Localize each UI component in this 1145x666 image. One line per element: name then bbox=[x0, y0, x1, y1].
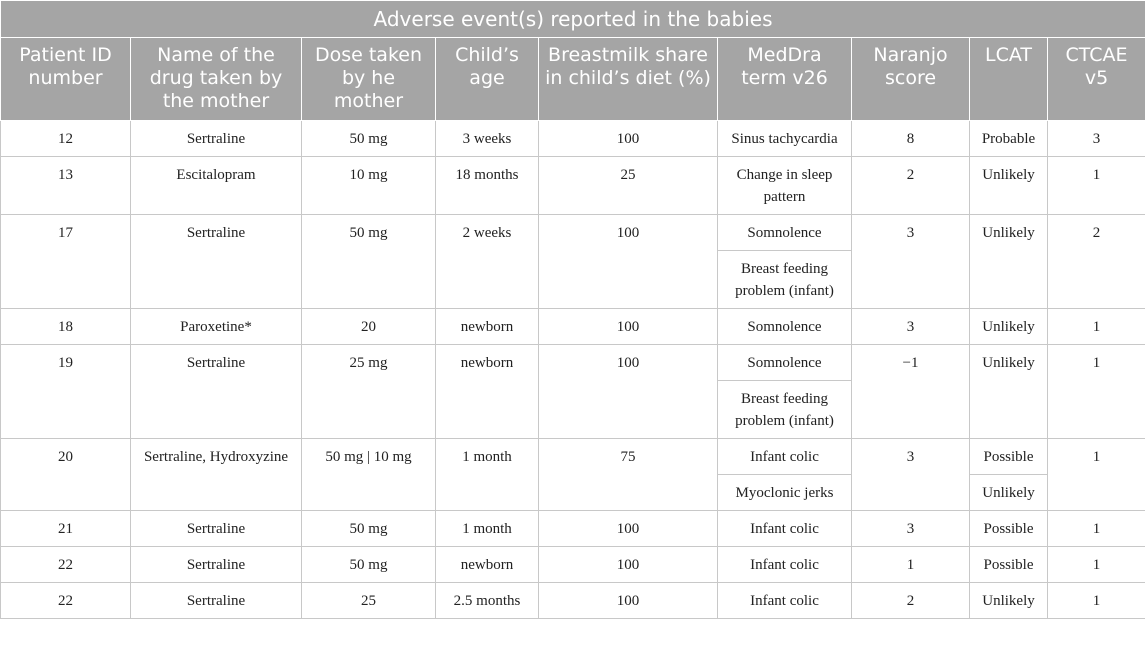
cell-breastmilk-share: 100 bbox=[539, 583, 718, 619]
table-row bbox=[1, 345, 1145, 381]
cell-ctcae: 1 bbox=[1048, 511, 1145, 547]
cell-ctcae: 1 bbox=[1048, 439, 1145, 511]
cell-drug: Sertraline bbox=[131, 511, 302, 547]
cell-ctcae: 3 bbox=[1048, 121, 1145, 157]
cell-lcat: Possible bbox=[970, 439, 1048, 475]
cell-meddra-term: Infant colic bbox=[718, 439, 852, 475]
table-row bbox=[1, 583, 1145, 619]
cell-age: 3 weeks bbox=[436, 121, 539, 157]
cell-naranjo: 8 bbox=[852, 121, 970, 157]
table-row bbox=[1, 157, 1145, 215]
cell-lcat: Unlikely bbox=[970, 583, 1048, 619]
cell-lcat: Unlikely bbox=[970, 309, 1048, 345]
cell-naranjo: 2 bbox=[852, 583, 970, 619]
table-row bbox=[1, 215, 1145, 251]
table-row bbox=[1, 121, 1145, 157]
column-header-dose: Dose taken by he mother bbox=[302, 38, 436, 121]
cell-lcat: Probable bbox=[970, 121, 1048, 157]
cell-dose: 50 mg bbox=[302, 511, 436, 547]
cell-naranjo: −1 bbox=[852, 345, 970, 439]
column-header-row bbox=[1, 38, 1145, 121]
cell-meddra-term: Infant colic bbox=[718, 547, 852, 583]
cell-age: 18 months bbox=[436, 157, 539, 215]
cell-drug: Sertraline bbox=[131, 547, 302, 583]
cell-patient-id: 19 bbox=[1, 345, 131, 439]
cell-lcat: Unlikely bbox=[970, 345, 1048, 439]
column-header-lcat: LCAT bbox=[970, 38, 1048, 121]
cell-dose: 50 mg bbox=[302, 121, 436, 157]
column-header-meddra-term: MedDra term v26 bbox=[718, 38, 852, 121]
cell-ctcae: 1 bbox=[1048, 583, 1145, 619]
cell-breastmilk-share: 75 bbox=[539, 439, 718, 511]
table-body bbox=[1, 121, 1145, 619]
cell-lcat: Unlikely bbox=[970, 215, 1048, 309]
column-header-age: Child’s age bbox=[436, 38, 539, 121]
cell-drug: Escitalopram bbox=[131, 157, 302, 215]
cell-dose: 25 bbox=[302, 583, 436, 619]
cell-ctcae: 1 bbox=[1048, 345, 1145, 439]
cell-dose: 50 mg bbox=[302, 547, 436, 583]
cell-lcat: Unlikely bbox=[970, 475, 1048, 511]
cell-ctcae: 1 bbox=[1048, 547, 1145, 583]
column-header-naranjo: Naranjo score bbox=[852, 38, 970, 121]
cell-age: 2 weeks bbox=[436, 215, 539, 309]
cell-dose: 50 mg bbox=[302, 215, 436, 309]
table-row bbox=[1, 309, 1145, 345]
cell-breastmilk-share: 100 bbox=[539, 121, 718, 157]
cell-meddra-term: Breast feeding problem (infant) bbox=[718, 381, 852, 439]
cell-dose: 50 mg | 10 mg bbox=[302, 439, 436, 511]
cell-naranjo: 3 bbox=[852, 439, 970, 511]
cell-patient-id: 21 bbox=[1, 511, 131, 547]
cell-patient-id: 17 bbox=[1, 215, 131, 309]
column-header-ctcae: CTCAE v5 bbox=[1048, 38, 1145, 121]
cell-breastmilk-share: 25 bbox=[539, 157, 718, 215]
cell-lcat: Unlikely bbox=[970, 157, 1048, 215]
cell-drug: Sertraline bbox=[131, 583, 302, 619]
cell-lcat: Possible bbox=[970, 547, 1048, 583]
cell-naranjo: 3 bbox=[852, 215, 970, 309]
cell-patient-id: 20 bbox=[1, 439, 131, 511]
column-header-breastmilk-share: Breastmilk share in child’s diet (%) bbox=[539, 38, 718, 121]
cell-patient-id: 12 bbox=[1, 121, 131, 157]
cell-drug: Sertraline bbox=[131, 215, 302, 309]
table-caption: Adverse event(s) reported in the babies bbox=[1, 1, 1145, 38]
table-row bbox=[1, 439, 1145, 475]
cell-meddra-term: Infant colic bbox=[718, 583, 852, 619]
cell-ctcae: 1 bbox=[1048, 157, 1145, 215]
cell-age: newborn bbox=[436, 309, 539, 345]
cell-breastmilk-share: 100 bbox=[539, 345, 718, 439]
cell-meddra-term: Myoclonic jerks bbox=[718, 475, 852, 511]
cell-patient-id: 22 bbox=[1, 583, 131, 619]
cell-dose: 10 mg bbox=[302, 157, 436, 215]
cell-patient-id: 22 bbox=[1, 547, 131, 583]
cell-meddra-term: Somnolence bbox=[718, 345, 852, 381]
cell-drug: Sertraline bbox=[131, 345, 302, 439]
cell-breastmilk-share: 100 bbox=[539, 511, 718, 547]
cell-breastmilk-share: 100 bbox=[539, 215, 718, 309]
column-header-patient-id: Patient ID number bbox=[1, 38, 131, 121]
cell-drug: Sertraline bbox=[131, 121, 302, 157]
cell-naranjo: 3 bbox=[852, 511, 970, 547]
cell-age: 1 month bbox=[436, 511, 539, 547]
cell-age: 1 month bbox=[436, 439, 539, 511]
cell-drug: Paroxetine* bbox=[131, 309, 302, 345]
cell-meddra-term: Somnolence bbox=[718, 309, 852, 345]
cell-dose: 25 mg bbox=[302, 345, 436, 439]
cell-patient-id: 18 bbox=[1, 309, 131, 345]
cell-naranjo: 1 bbox=[852, 547, 970, 583]
table-row bbox=[1, 511, 1145, 547]
cell-breastmilk-share: 100 bbox=[539, 547, 718, 583]
cell-meddra-term: Change in sleep pattern bbox=[718, 157, 852, 215]
cell-age: 2.5 months bbox=[436, 583, 539, 619]
cell-meddra-term: Infant colic bbox=[718, 511, 852, 547]
cell-meddra-term: Breast feeding problem (infant) bbox=[718, 251, 852, 309]
cell-age: newborn bbox=[436, 547, 539, 583]
cell-ctcae: 1 bbox=[1048, 309, 1145, 345]
cell-dose: 20 bbox=[302, 309, 436, 345]
cell-age: newborn bbox=[436, 345, 539, 439]
cell-drug: Sertraline, Hydroxyzine bbox=[131, 439, 302, 511]
cell-breastmilk-share: 100 bbox=[539, 309, 718, 345]
cell-meddra-term: Somnolence bbox=[718, 215, 852, 251]
cell-lcat: Possible bbox=[970, 511, 1048, 547]
cell-naranjo: 2 bbox=[852, 157, 970, 215]
table-row bbox=[1, 547, 1145, 583]
cell-naranjo: 3 bbox=[852, 309, 970, 345]
cell-meddra-term: Sinus tachycardia bbox=[718, 121, 852, 157]
cell-patient-id: 13 bbox=[1, 157, 131, 215]
column-header-drug: Name of the drug taken by the mother bbox=[131, 38, 302, 121]
cell-ctcae: 2 bbox=[1048, 215, 1145, 309]
